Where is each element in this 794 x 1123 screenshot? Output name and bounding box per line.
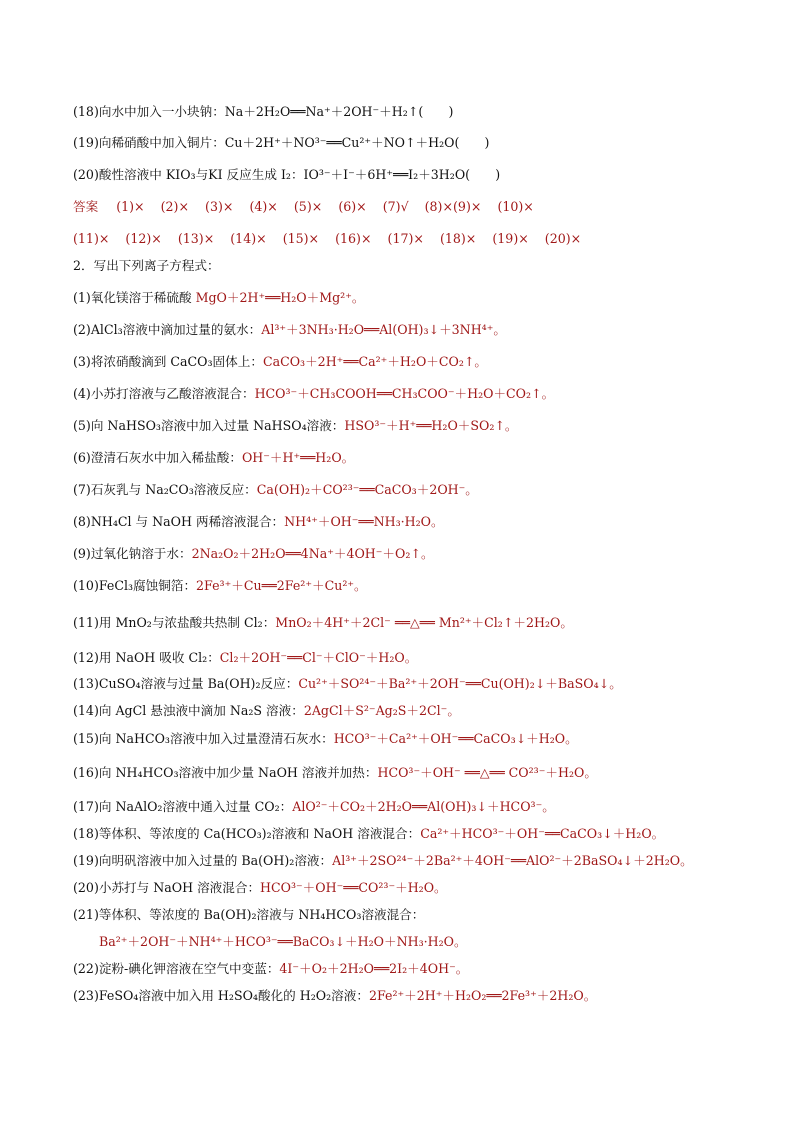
answer-label: 答案 [73,199,99,214]
answer-row-2: (11)× (12)× (13)× (14)× (15)× (16)× (17)× (18)× (19)× (20)× [73,231,582,246]
equation-10: (10)FeCl₃腐蚀铜箔：2Fe³⁺＋Cu══2Fe²⁺＋Cu²⁺。 [73,578,367,593]
equation-6: (6)澄清石灰水中加入稀盐酸：OH⁻＋H⁺══H₂O。 [73,450,355,465]
equation-15: (15)向 NaHCO₃溶液中加入过量澄清石灰水：HCO³⁻＋Ca²⁺＋OH⁻══CaCO₃↓＋H₂O。 [73,731,578,746]
equation-19: (19)向明矾溶液中加入过量的 Ba(OH)₂溶液：Al³⁺＋2SO²⁴⁻＋2Ba²⁺＋4OH⁻══AlO²⁻＋2BaSO₄↓＋2H₂O。 [73,853,693,868]
equation-23: (23)FeSO₄溶液中加入用 H₂SO₄酸化的 H₂O₂溶液：2Fe²⁺＋2H⁺＋H₂O₂══2Fe³⁺＋2H₂O。 [73,988,597,1003]
judge-item-18: (18)向水中加入一小块钠：Na＋2H₂O══Na⁺＋2OH⁻＋H₂↑( ) [73,104,454,119]
equation-21: (21)等体积、等浓度的 Ba(OH)₂溶液与 NH₄HCO₃溶液混合： [73,907,425,922]
judge-item-20: (20)酸性溶液中 KIO₃与KI 反应生成 I₂：IO³⁻＋I⁻＋6H⁺══I₂＋3H₂O( ) [73,167,501,182]
equation-22: (22)淀粉-碘化钾溶液在空气中变蓝：4I⁻＋O₂＋2H₂O══2I₂＋4OH⁻。 [73,961,469,976]
equation-2: (2)AlCl₃溶液中滴加过量的氨水：Al³⁺＋3NH₃·H₂O══Al(OH)₃↓＋3NH⁴⁺。 [73,322,506,337]
equation-21-answer: Ba²⁺＋2OH⁻＋NH⁴⁺＋HCO³⁻══BaCO₃↓＋H₂O＋NH₃·H₂O。 [99,934,467,949]
equation-3: (3)将浓硝酸滴到 CaCO₃固体上：CaCO₃＋2H⁺══Ca²⁺＋H₂O＋CO₂↑。 [73,354,488,369]
equation-4: (4)小苏打溶液与乙酸溶液混合：HCO³⁻＋CH₃COOH══CH₃COO⁻＋H₂O＋CO₂↑。 [73,386,555,401]
equation-12: (12)用 NaOH 吸收 Cl₂：Cl₂＋2OH⁻══Cl⁻＋ClO⁻＋H₂O。 [73,650,418,665]
equation-9: (9)过氧化钠溶于水：2Na₂O₂＋2H₂O══4Na⁺＋4OH⁻＋O₂↑。 [73,546,434,561]
equation-14: (14)向 AgCl 悬浊液中滴加 Na₂S 溶液：2AgCl＋S²⁻Ag₂S＋2Cl⁻。 [73,703,460,718]
equation-1: (1)氧化镁溶于稀硫酸 MgO＋2H⁺══H₂O＋Mg²⁺。 [73,290,365,305]
answer-row-1: 答案 (1)× (2)× (3)× (4)× (5)× (6)× (7)√ (8)×(9)× (10)× [73,199,534,214]
equation-5: (5)向 NaHSO₃溶液中加入过量 NaHSO₄溶液：HSO³⁻＋H⁺══H₂O＋SO₂↑。 [73,418,518,433]
section-2-title: 2．写出下列离子方程式： [73,258,220,273]
equation-8: (8)NH₄Cl 与 NaOH 两稀溶液混合：NH⁴⁺＋OH⁻══NH₃·H₂O。 [73,514,444,529]
equation-20: (20)小苏打与 NaOH 溶液混合：HCO³⁻＋OH⁻══CO²³⁻＋H₂O。 [73,880,447,895]
equation-17: (17)向 NaAlO₂溶液中通入过量 CO₂：AlO²⁻＋CO₂＋2H₂O══Al(OH)₃↓＋HCO³⁻。 [73,799,555,814]
judge-item-19: (19)向稀硝酸中加入铜片：Cu＋2H⁺＋NO³⁻══Cu²⁺＋NO↑＋H₂O( ) [73,135,490,150]
equation-16: (16)向 NH₄HCO₃溶液中加少量 NaOH 溶液并加热：HCO³⁻＋OH⁻ ══△══ CO²³⁻＋H₂O。 [73,765,597,780]
equation-18: (18)等体积、等浓度的 Ca(HCO₃)₂溶液和 NaOH 溶液混合：Ca²⁺＋HCO³⁻＋OH⁻══CaCO₃↓＋H₂O。 [73,826,665,841]
equation-11: (11)用 MnO₂与浓盐酸共热制 Cl₂：MnO₂＋4H⁺＋2Cl⁻ ══△══ Mn²⁺＋Cl₂↑＋2H₂O。 [73,615,573,630]
equation-13: (13)CuSO₄溶液与过量 Ba(OH)₂反应：Cu²⁺＋SO²⁴⁻＋Ba²⁺＋2OH⁻══Cu(OH)₂↓＋BaSO₄↓。 [73,676,622,691]
equation-7: (7)石灰乳与 Na₂CO₃溶液反应：Ca(OH)₂＋CO²³⁻══CaCO₃＋2OH⁻。 [73,482,478,497]
